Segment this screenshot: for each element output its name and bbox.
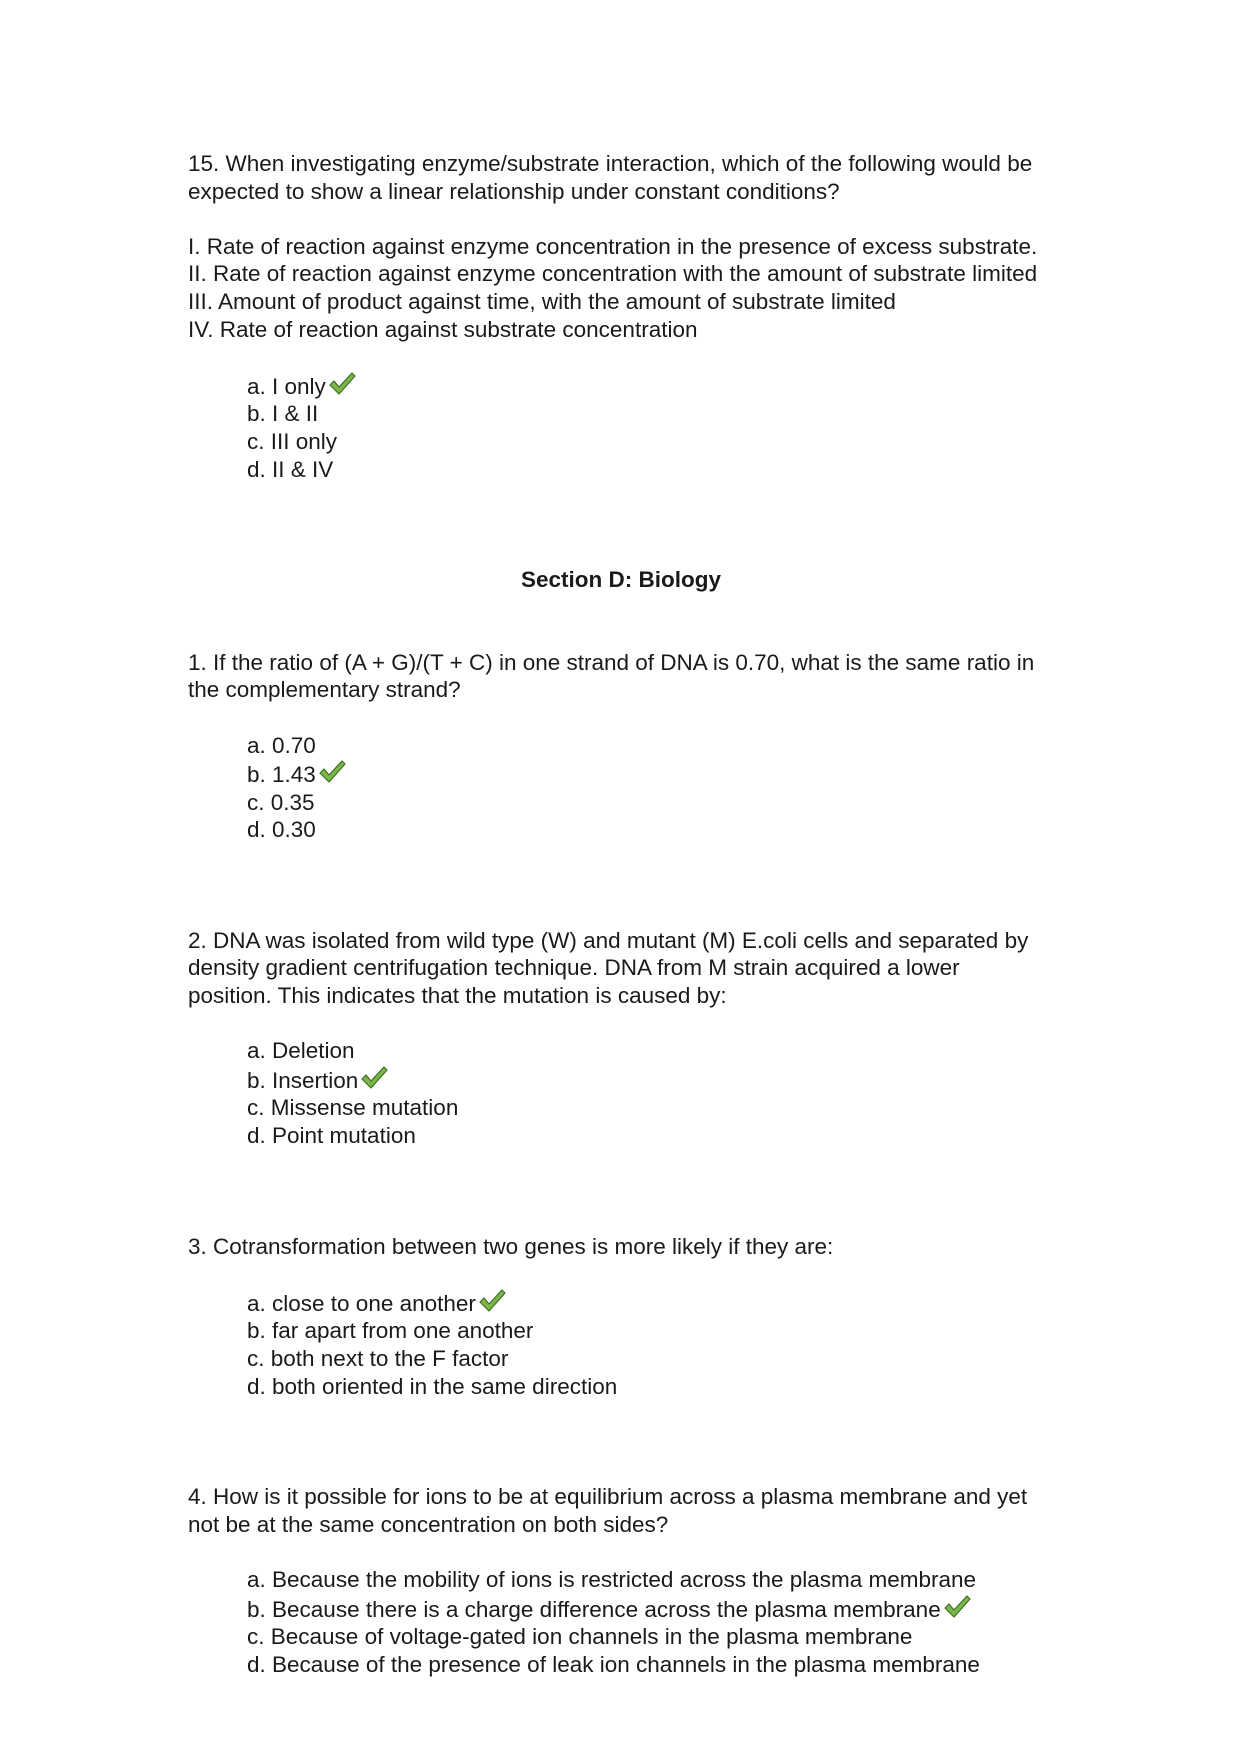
statement-list [188, 233, 1088, 343]
question-stem-line: position. This indicates that the mutation is caused by: [188, 983, 727, 1009]
option-label: b. Because there is a charge difference across the plasma membrane [247, 1596, 941, 1622]
option-item [247, 1623, 1088, 1651]
option-label: b. far apart from one another [247, 1318, 534, 1344]
option-label: a. I only [247, 373, 326, 399]
checkmark-icon [318, 759, 346, 785]
option-label: c. Missense mutation [247, 1095, 459, 1121]
question-stem-line: not be at the same concentration on both sides? [188, 1511, 669, 1537]
question-15 [188, 150, 1088, 483]
statement-item: III. Amount of product against time, with the amount of substrate limited [188, 288, 896, 314]
option-item [247, 1651, 1088, 1679]
option-item [247, 1094, 1088, 1122]
checkmark-icon [360, 1065, 388, 1091]
option-label: c. III only [247, 428, 338, 454]
question-stem [188, 649, 1088, 704]
question-3 [188, 1233, 1088, 1401]
option-item [247, 1345, 1088, 1373]
option-label: a. close to one another [247, 1290, 476, 1316]
option-label: c. Because of voltage-gated ion channels in the plasma membrane [247, 1624, 913, 1650]
option-label: d. Because of the presence of leak ion channels in the plasma membrane [247, 1651, 980, 1677]
question-stem-line: the complementary strand? [188, 677, 461, 703]
question-stem-line: 1. If the ratio of (A + G)/(T + C) in one strand of DNA is 0.70, what is the same ratio in [188, 649, 1035, 675]
option-item [247, 1288, 1088, 1318]
question-stem-line: 4. How is it possible for ions to be at equilibrium across a plasma membrane and yet [188, 1484, 1028, 1510]
option-label: a. Deletion [247, 1038, 355, 1064]
option-item [247, 789, 1088, 817]
checkmark-icon [328, 371, 356, 397]
option-list [188, 371, 1088, 483]
option-label: d. 0.30 [247, 817, 316, 843]
option-label: d. II & IV [247, 456, 334, 482]
option-item [247, 732, 1088, 760]
option-label: c. 0.35 [247, 789, 315, 815]
option-label: b. I & II [247, 401, 319, 427]
question-stem-line: 2. DNA was isolated from wild type (W) and mutant (M) E.coli cells and separated by [188, 927, 1029, 953]
option-label: d. both oriented in the same direction [247, 1373, 618, 1399]
option-item [247, 456, 1088, 484]
question-stem-line: expected to show a linear relationship under constant conditions? [188, 178, 840, 204]
question-stem [188, 150, 1088, 205]
option-label: d. Point mutation [247, 1123, 416, 1149]
option-label: a. 0.70 [247, 732, 316, 758]
option-item [247, 1594, 1088, 1624]
option-item [247, 759, 1088, 789]
question-stem [188, 927, 1088, 1010]
statement-item: IV. Rate of reaction against substrate concentration [188, 316, 698, 342]
option-list [188, 732, 1088, 844]
option-item [247, 371, 1088, 401]
section-heading: Section D: Biology [520, 567, 721, 593]
option-list [188, 1566, 1088, 1678]
question-stem-line: 3. Cotransformation between two genes is more likely if they are: [188, 1233, 834, 1259]
question-stem-line: 15. When investigating enzyme/substrate interaction, which of the following would be [188, 151, 1033, 176]
checkmark-icon [478, 1288, 506, 1314]
option-item [247, 1037, 1088, 1065]
question-1 [188, 649, 1088, 844]
checkmark-icon [943, 1594, 971, 1620]
option-item [247, 816, 1088, 844]
question-stem [188, 1233, 1088, 1261]
option-item [247, 428, 1088, 456]
option-item [247, 1566, 1088, 1594]
question-stem [188, 1483, 1088, 1538]
exam-page [188, 150, 1088, 1678]
option-item [247, 400, 1088, 428]
option-item [247, 1065, 1088, 1095]
statement-item: II. Rate of reaction against enzyme concentration with the amount of substrate limited [188, 261, 1038, 287]
option-label: b. 1.43 [247, 762, 316, 788]
option-label: b. Insertion [247, 1067, 359, 1093]
option-item [247, 1317, 1088, 1345]
option-label: a. Because the mobility of ions is restricted across the plasma membrane [247, 1566, 977, 1592]
option-list [188, 1288, 1088, 1400]
question-2 [188, 927, 1088, 1150]
option-item [247, 1122, 1088, 1150]
question-4 [188, 1483, 1088, 1678]
statement-item: I. Rate of reaction against enzyme concentration in the presence of excess substrate. [188, 233, 1038, 259]
question-stem-line: density gradient centrifugation technique. DNA from M strain acquired a lower [188, 955, 960, 981]
option-list [188, 1037, 1088, 1149]
option-item [247, 1373, 1088, 1401]
option-label: c. both next to the F factor [247, 1346, 509, 1371]
